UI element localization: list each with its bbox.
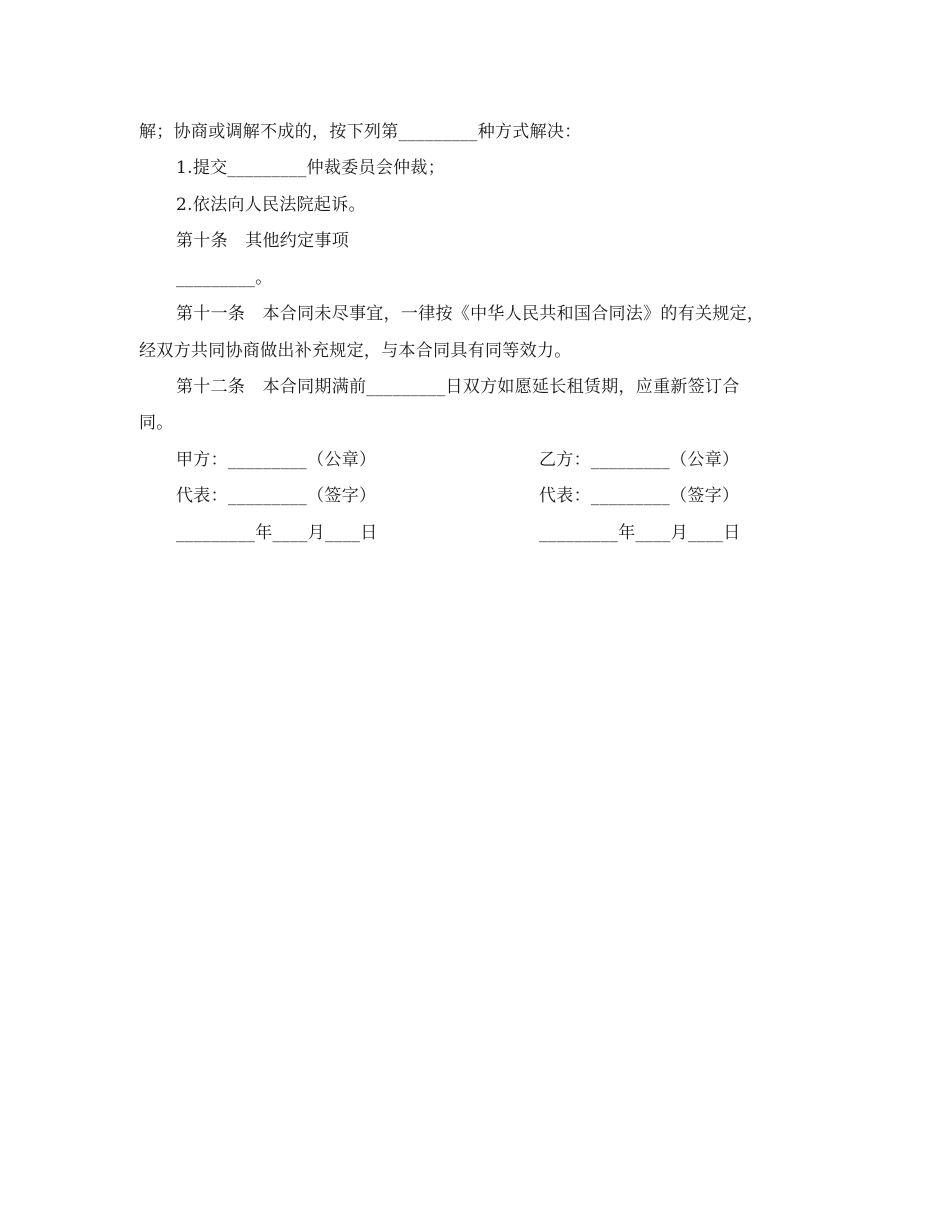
article-12-line-1: 第十二条 本合同期满前_________日双方如愿延长租赁期，应重新签订合 [176, 377, 740, 397]
party-a-representative: 代表：_________（签字） [176, 486, 377, 506]
party-b-date: _________年____月____日 [539, 523, 741, 543]
party-a-date: _________年____月____日 [176, 523, 378, 543]
article-10-blank: _________。 [176, 268, 273, 288]
article-10-heading: 第十条 其他约定事项 [176, 231, 349, 251]
article-11-line-1: 第十一条 本合同未尽事宜，一律按《中华人民共和国合同法》的有关规定， [176, 304, 765, 324]
article-12-line-2: 同。 [139, 413, 174, 433]
litigation-option: 2.依法向人民法院起诉。 [176, 195, 366, 215]
arbitration-option: 1.提交_________仲裁委员会仲裁； [176, 158, 446, 178]
party-b-representative: 代表：_________（签字） [539, 486, 740, 506]
dispute-resolution-text: 解；协商或调解不成的，按下列第_________种方式解决： [139, 122, 582, 142]
party-b-seal: 乙方：_________（公章） [539, 450, 740, 470]
article-11-line-2: 经双方共同协商做出补充规定，与本合同具有同等效力。 [139, 341, 572, 361]
party-a-seal: 甲方：_________（公章） [176, 450, 377, 470]
